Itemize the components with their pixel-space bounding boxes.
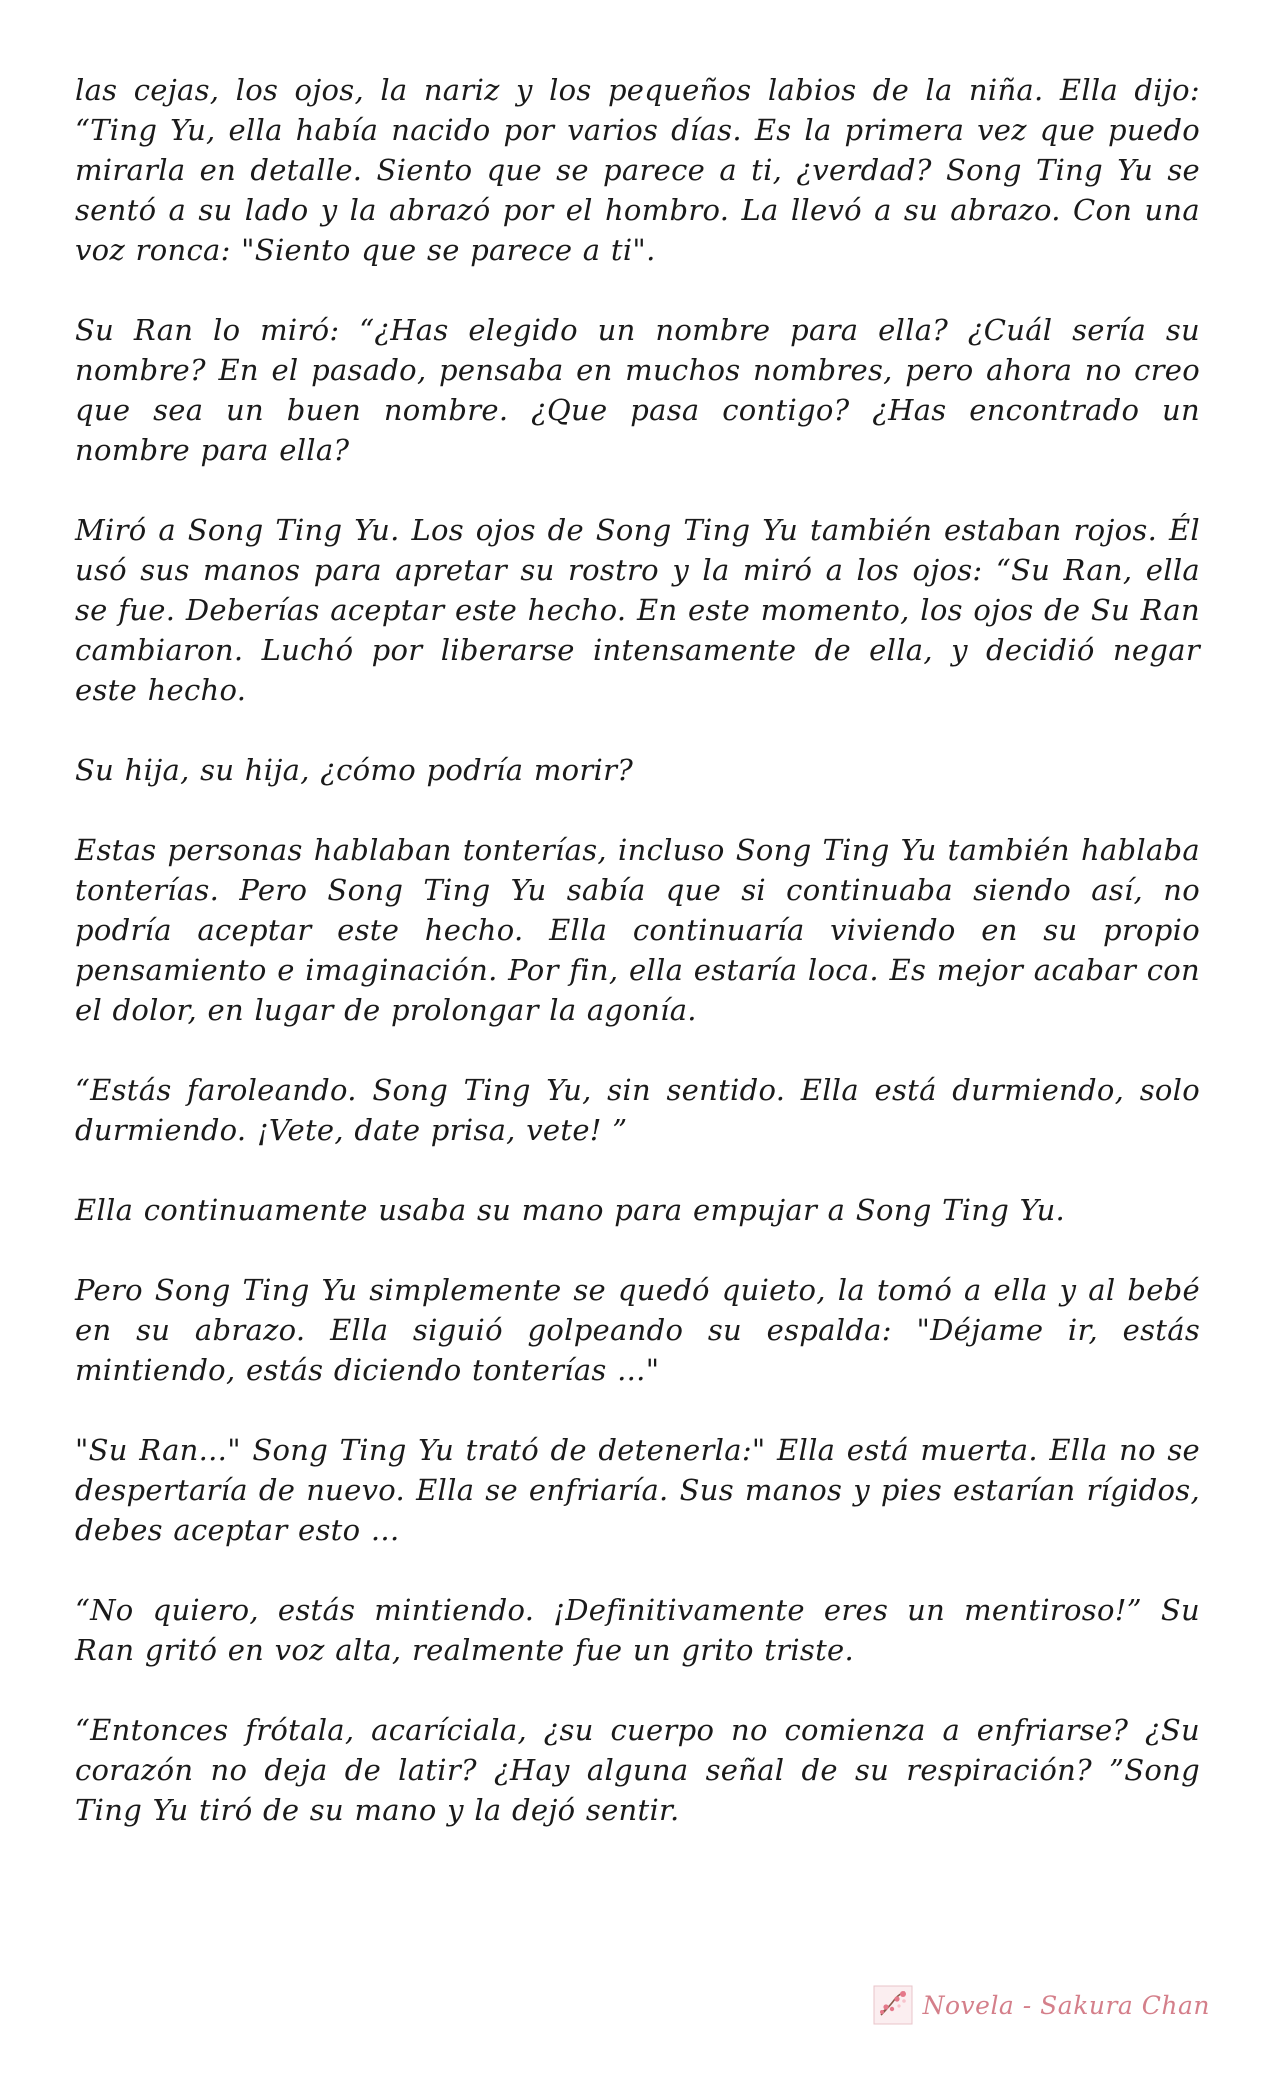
paragraph: Estas personas hablaban tonterías, incluso Song Ting Yu también hablaba tonterías. Pero Song Ting Yu sabía que si continuaba siendo así, no podría aceptar este hecho. Ella continuaría viviendo en su propio pensamiento e imaginación. Por fin, ella estaría loca. Es mejor acabar con el dolor, en lugar de prolongar la agonía. [75,833,1200,1027]
paragraph: “No quiero, estás mintiendo. ¡Definitivamente eres un mentiroso!” Su Ran gritó en voz alta, realmente fue un grito triste. [75,1593,1200,1667]
footer-watermark [873,1985,1210,2025]
brand-label: Novela - Sakura Chan [922,1990,1210,2020]
paragraph: “Estás faroleando. Song Ting Yu, sin sentido. Ella está durmiendo, solo durmiendo. ¡Vete, date prisa, vete! ” [75,1073,1200,1147]
paragraph: Su Ran lo miró: “¿Has elegido un nombre para ella? ¿Cuál sería su nombre? En el pasado, pensaba en muchos nombres, pero ahora no creo que sea un buen nombre. ¿Que pasa contigo? ¿Has encontrado un nombre para ella? [75,313,1200,467]
paragraph: “Entonces frótala, acaríciala, ¿su cuerpo no comienza a enfriarse? ¿Su corazón no deja de latir? ¿Hay alguna señal de su respiración? ”Song Ting Yu tiró de su mano y la dejó sentir. [75,1713,1200,1827]
sakura-flower-icon [873,1985,913,2025]
paragraph: Ella continuamente usaba su mano para empujar a Song Ting Yu. [75,1193,1066,1227]
paragraph: Pero Song Ting Yu simplemente se quedó quieto, la tomó a ella y al bebé en su abrazo. Ella siguió golpeando su espalda: "Déjame ir, estás mintiendo, estás diciendo tonterías ..." [75,1273,1200,1387]
paragraph: "Su Ran..." Song Ting Yu trató de detenerla:" Ella está muerta. Ella no se despertaría de nuevo. Ella se enfriaría. Sus manos y pies estarían rígidos, debes aceptar esto ... [75,1433,1200,1547]
paragraph: las cejas, los ojos, la nariz y los pequeños labios de la niña. Ella dijo: “Ting Yu, ella había nacido por varios días. Es la primera vez que puedo mirarla en detalle. Siento que se parece a ti, ¿verdad? Song Ting Yu se sentó a su lado y la abrazó por el hombro. La llevó a su abrazo. Con una voz ronca: "Siento que se parece a ti". [75,73,1200,267]
paragraph: Miró a Song Ting Yu. Los ojos de Song Ting Yu también estaban rojos. Él usó sus manos para apretar su rostro y la miró a los ojos: “Su Ran, ella se fue. Deberías aceptar este hecho. En este momento, los ojos de Su Ran cambiaron. Luchó por liberarse intensamente de ella, y decidió negar este hecho. [75,513,1200,707]
page-body [75,70,1200,1870]
paragraph: Su hija, su hija, ¿cómo podría morir? [75,753,634,787]
